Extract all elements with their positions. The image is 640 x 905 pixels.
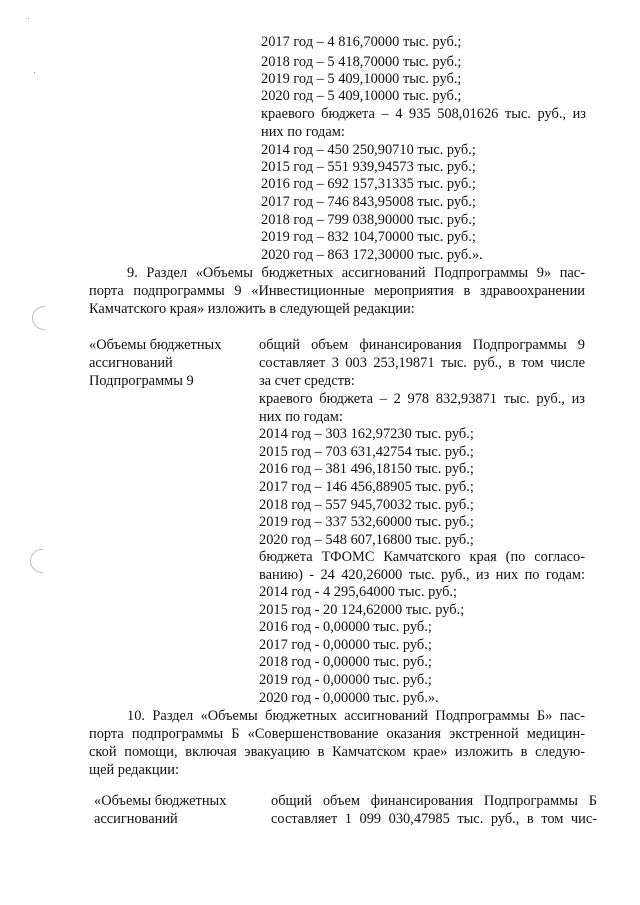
table-9-value-line: них по годам: [259,409,343,425]
table-9-value-line: общий объем финансирования Подпрограммы 9 [259,337,585,353]
table-9-value-line: 2018 год – 557 945,70032 тыс. руб.; [259,497,474,513]
table-9-value-line: 2018 год - 0,00000 тыс. руб.; [259,654,432,670]
funding-line: 2020 год – 863 172,30000 тыс. руб.». [261,247,483,263]
table-9-value-line: составляет 3 003 253,19871 тыс. руб., в том числе [259,355,585,371]
table-9-value-line: 2019 год – 337 532,60000 тыс. руб.; [259,514,474,530]
table-9-value-line: за счет средств: [259,373,355,389]
table-9-value-line: 2016 год – 381 496,18150 тыс. руб.; [259,461,474,477]
funding-line: них по годам: [261,124,345,140]
table-b-label-line: «Объемы бюджетных [94,793,227,809]
funding-line: 2015 год – 551 939,94573 тыс. руб.; [261,159,476,175]
table-9-value-line: 2017 год – 146 456,88905 тыс. руб.; [259,479,474,495]
paragraph-9-line: порта подпрограммы 9 «Инвестиционные мероприятия в здравоохранении [89,283,585,299]
paragraph-10-line: 10. Раздел «Объемы бюджетных ассигнований Подпрограммы Б» пас- [127,708,585,724]
table-9-label-line: «Объемы бюджетных [89,337,222,353]
table-9-value-line: 2020 год - 0,00000 тыс. руб.». [259,690,439,706]
table-9-value-line: 2015 год – 703 631,42754 тыс. руб.; [259,444,474,460]
paragraph-10-line: щей редакции: [89,762,179,778]
table-9-value-line: краевого бюджета – 2 978 832,93871 тыс. руб., из [259,391,585,407]
punch-hole-mark [32,306,45,330]
paragraph-10-line: порта подпрограммы Б «Совершенствование оказания экстренной медицин- [89,726,585,742]
table-9-label-line: Подпрограммы 9 [89,373,194,389]
table-b-value-line: составляет 1 099 030,47985 тыс. руб., в том чис- [271,811,597,827]
funding-line: 2018 год – 5 418,70000 тыс. руб.; [261,54,462,70]
funding-line: 2017 год – 746 843,95008 тыс. руб.; [261,194,476,210]
table-9-value-line: бюджета ТФОМС Камчатского края (по согласо- [259,549,585,565]
funding-line: 2018 год – 799 038,90000 тыс. руб.; [261,212,476,228]
table-9-value-line: 2014 год – 303 162,97230 тыс. руб.; [259,426,474,442]
table-9-label-line: ассигнований [89,355,173,371]
funding-line: 2019 год – 832 104,70000 тыс. руб.; [261,229,476,245]
table-9-value-line: 2015 год - 20 124,62000 тыс. руб.; [259,602,465,618]
paragraph-9-line: Камчатского края» изложить в следующей редакции: [89,301,415,317]
funding-line: 2016 год – 692 157,31335 тыс. руб.; [261,176,476,192]
table-b-value-line: общий объем финансирования Подпрограммы Б [271,793,597,809]
table-9-value-line: 2017 год - 0,00000 тыс. руб.; [259,637,432,653]
scan-speck [34,72,35,73]
table-9-value-line: 2019 год - 0,00000 тыс. руб.; [259,672,432,688]
funding-line: краевого бюджета – 4 935 508,01626 тыс. руб., из [261,106,586,122]
table-b-label-line: ассигнований [94,811,178,827]
paragraph-9-line: 9. Раздел «Объемы бюджетных ассигнований Подпрограммы 9» пас- [127,265,585,281]
punch-hole-mark [30,549,43,573]
table-9-value-line: 2014 год - 4 295,64000 тыс. руб.; [259,584,458,600]
paragraph-10-line: ской помощи, включая эвакуацию в Камчатском крае» изложить в следую- [89,744,585,760]
table-9-value-line: ванию) - 24 420,26000 тыс. руб., из них по годам: [259,567,585,583]
funding-line: 2014 год – 450 250,90710 тыс. руб.; [261,142,476,158]
table-9-value-line: 2016 год - 0,00000 тыс. руб.; [259,619,432,635]
funding-line: 2020 год – 5 409,10000 тыс. руб.; [261,88,462,104]
funding-line: 2019 год – 5 409,10000 тыс. руб.; [261,71,462,87]
scan-speck [28,18,29,19]
table-9-value-line: 2020 год – 548 607,16800 тыс. руб.; [259,532,474,548]
funding-line: 2017 год – 4 816,70000 тыс. руб.; [261,34,462,50]
